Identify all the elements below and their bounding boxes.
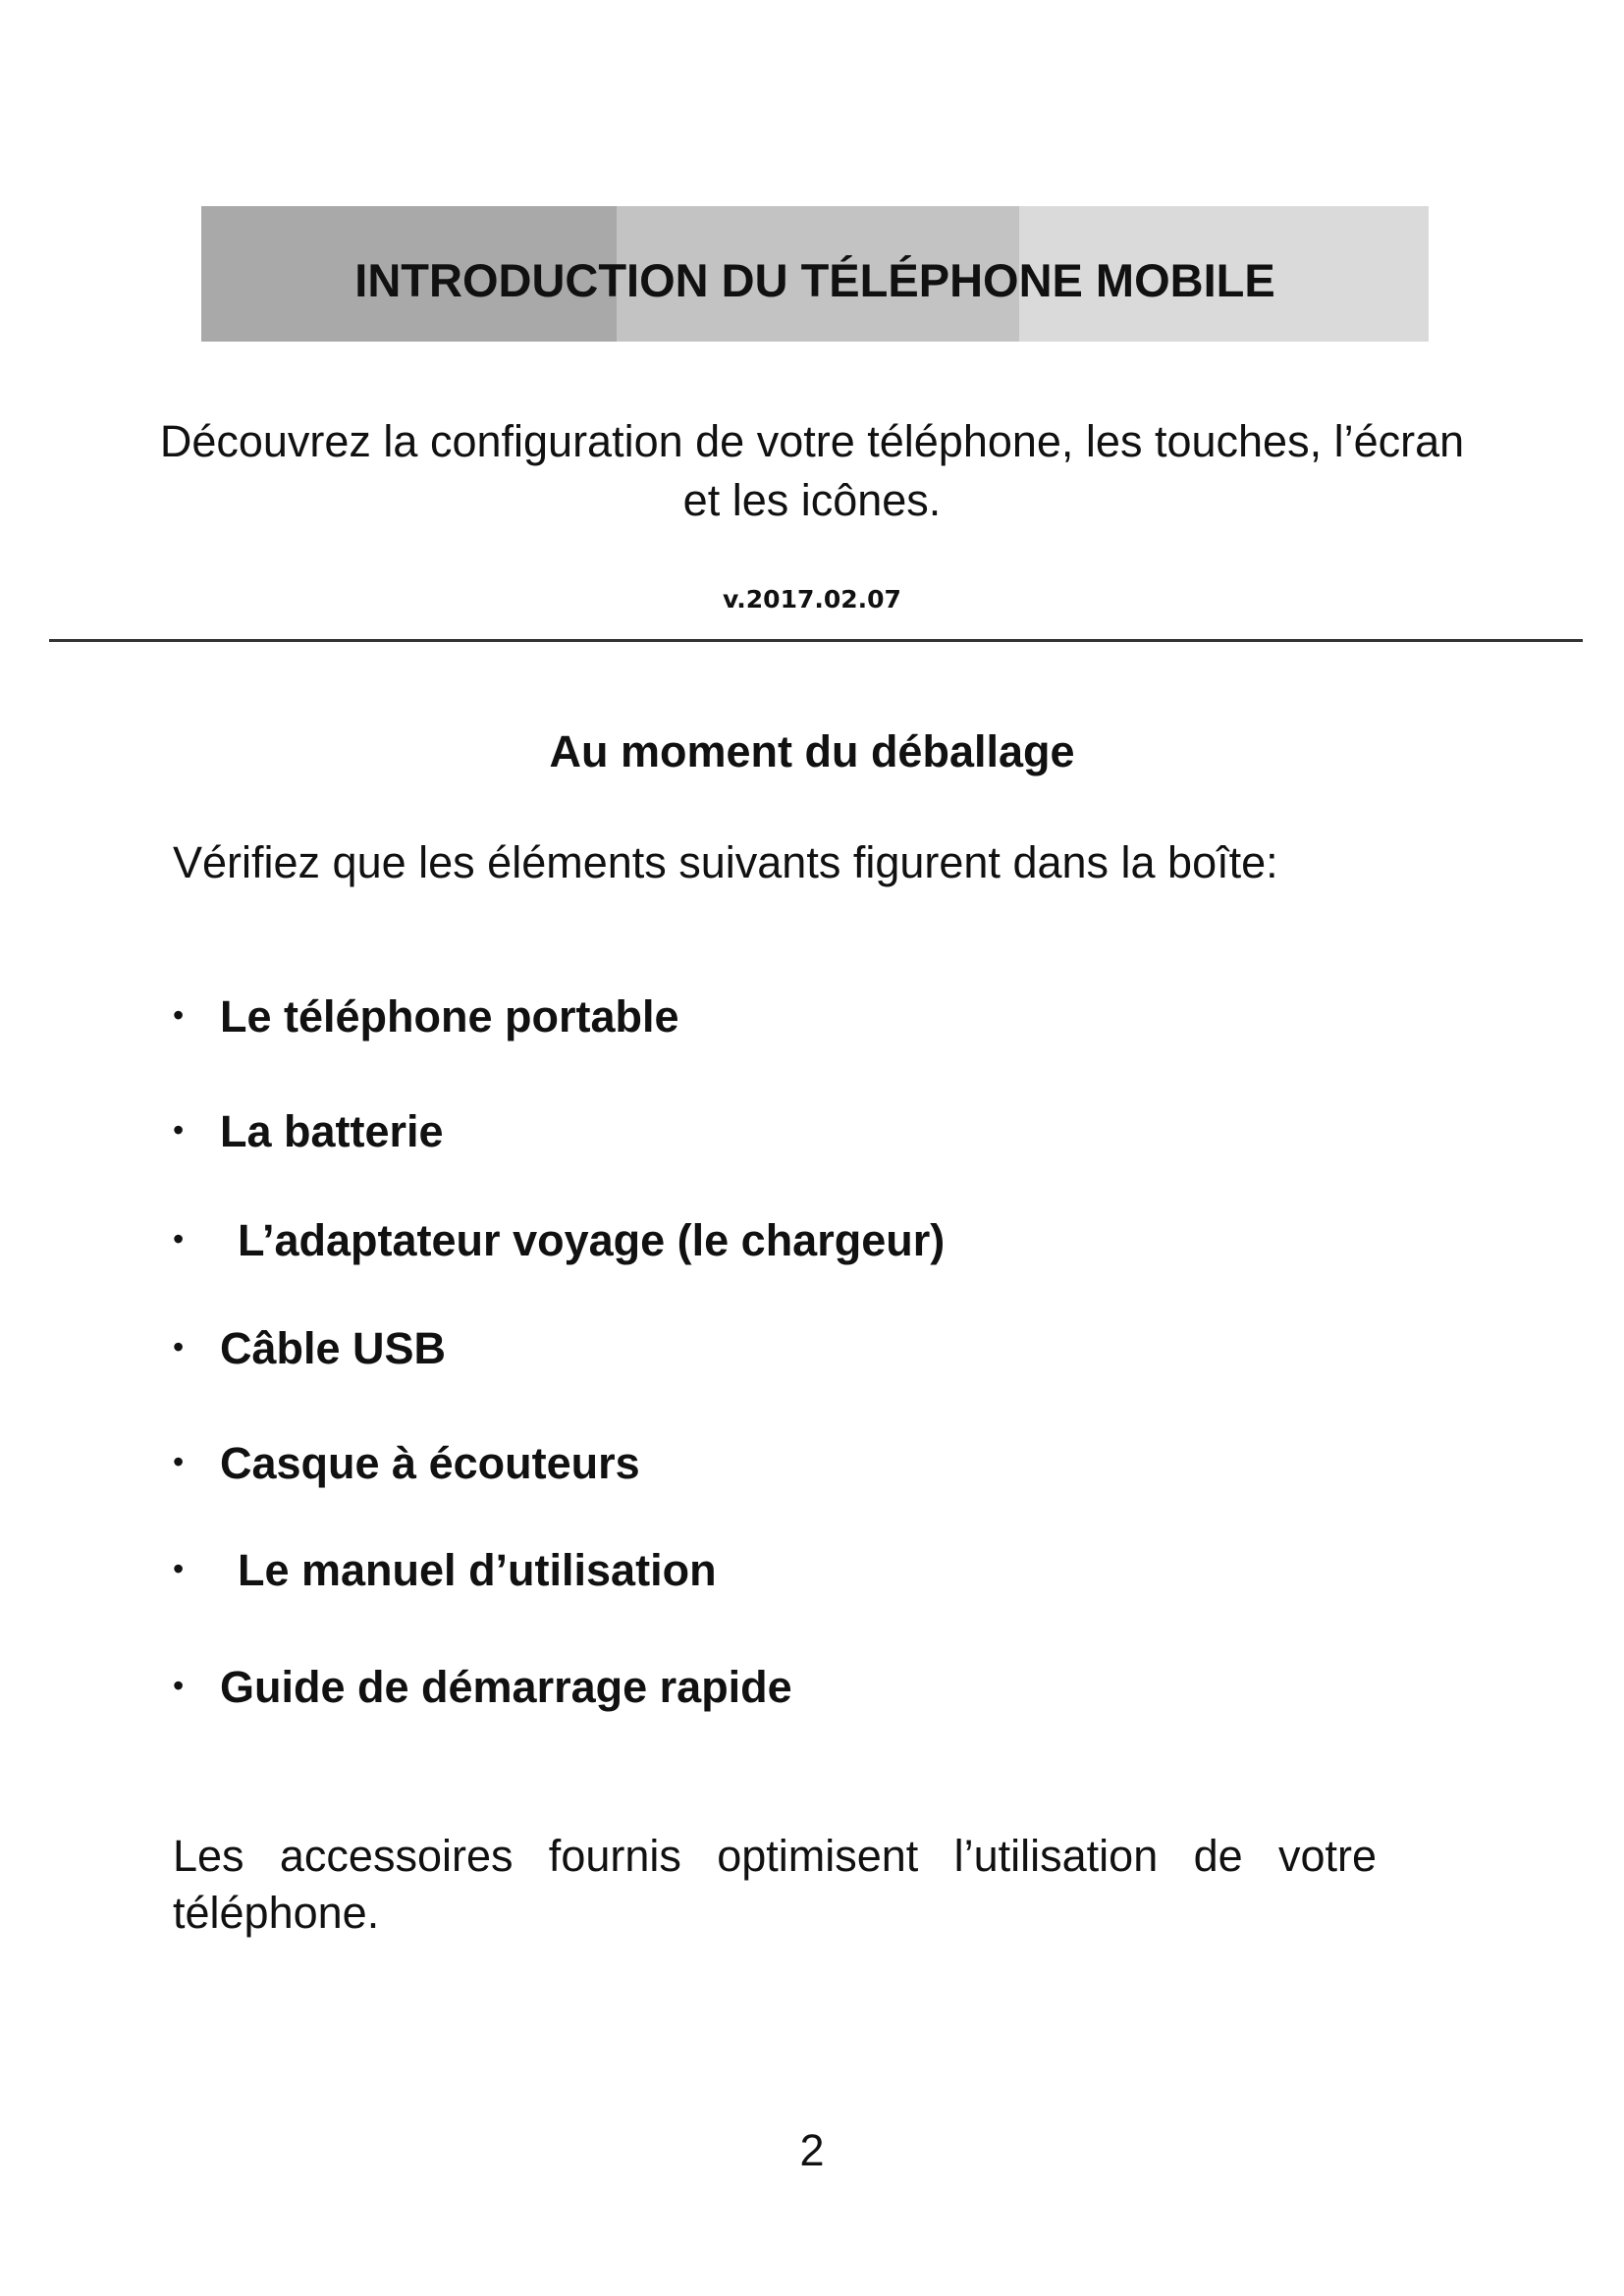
bullet-icon: • xyxy=(173,1668,185,1703)
bullet-icon: • xyxy=(173,1444,185,1479)
list-item xyxy=(173,1545,717,1596)
bullet-icon: • xyxy=(173,1551,185,1586)
list-item-label: Guide de démarrage rapide xyxy=(220,1662,792,1712)
section-heading: Au moment du déballage xyxy=(549,726,1075,776)
list-item-label: Câble USB xyxy=(220,1323,447,1373)
list-item xyxy=(173,1215,945,1266)
title-banner xyxy=(201,206,1429,342)
bullet-icon: • xyxy=(173,1329,185,1364)
list-item-label: La batterie xyxy=(220,1106,444,1156)
version-label: v.2017.02.07 xyxy=(723,585,901,614)
list-item-label: Casque à écouteurs xyxy=(220,1438,640,1488)
lead-sentence: Vérifiez que les éléments suivants figurent dans la boîte: xyxy=(173,837,1278,887)
list-item-label: Le manuel d’utilisation xyxy=(238,1545,717,1595)
page-number: 2 xyxy=(799,2125,825,2175)
list-item xyxy=(173,991,679,1042)
list-item-label: L’adaptateur voyage (le chargeur) xyxy=(238,1215,946,1265)
intro-paragraph: Découvrez la configuration de votre téléphone, les touches, l’écran et les icônes. xyxy=(159,416,1465,525)
page-title: INTRODUCTION DU TÉLÉPHONE MOBILE xyxy=(354,253,1275,306)
list-item-label: Le téléphone portable xyxy=(220,991,679,1041)
bullet-icon: • xyxy=(173,997,185,1033)
list-item xyxy=(173,1106,444,1157)
bullet-icon: • xyxy=(173,1221,185,1256)
bullet-icon: • xyxy=(173,1112,185,1148)
list-item xyxy=(173,1662,792,1713)
list-item xyxy=(173,1438,640,1489)
horizontal-divider xyxy=(49,639,1583,642)
list-item xyxy=(173,1323,446,1374)
closing-paragraph: Les accessoires fournis optimisent l’utilisation de votre téléphone. xyxy=(173,1831,1377,1938)
